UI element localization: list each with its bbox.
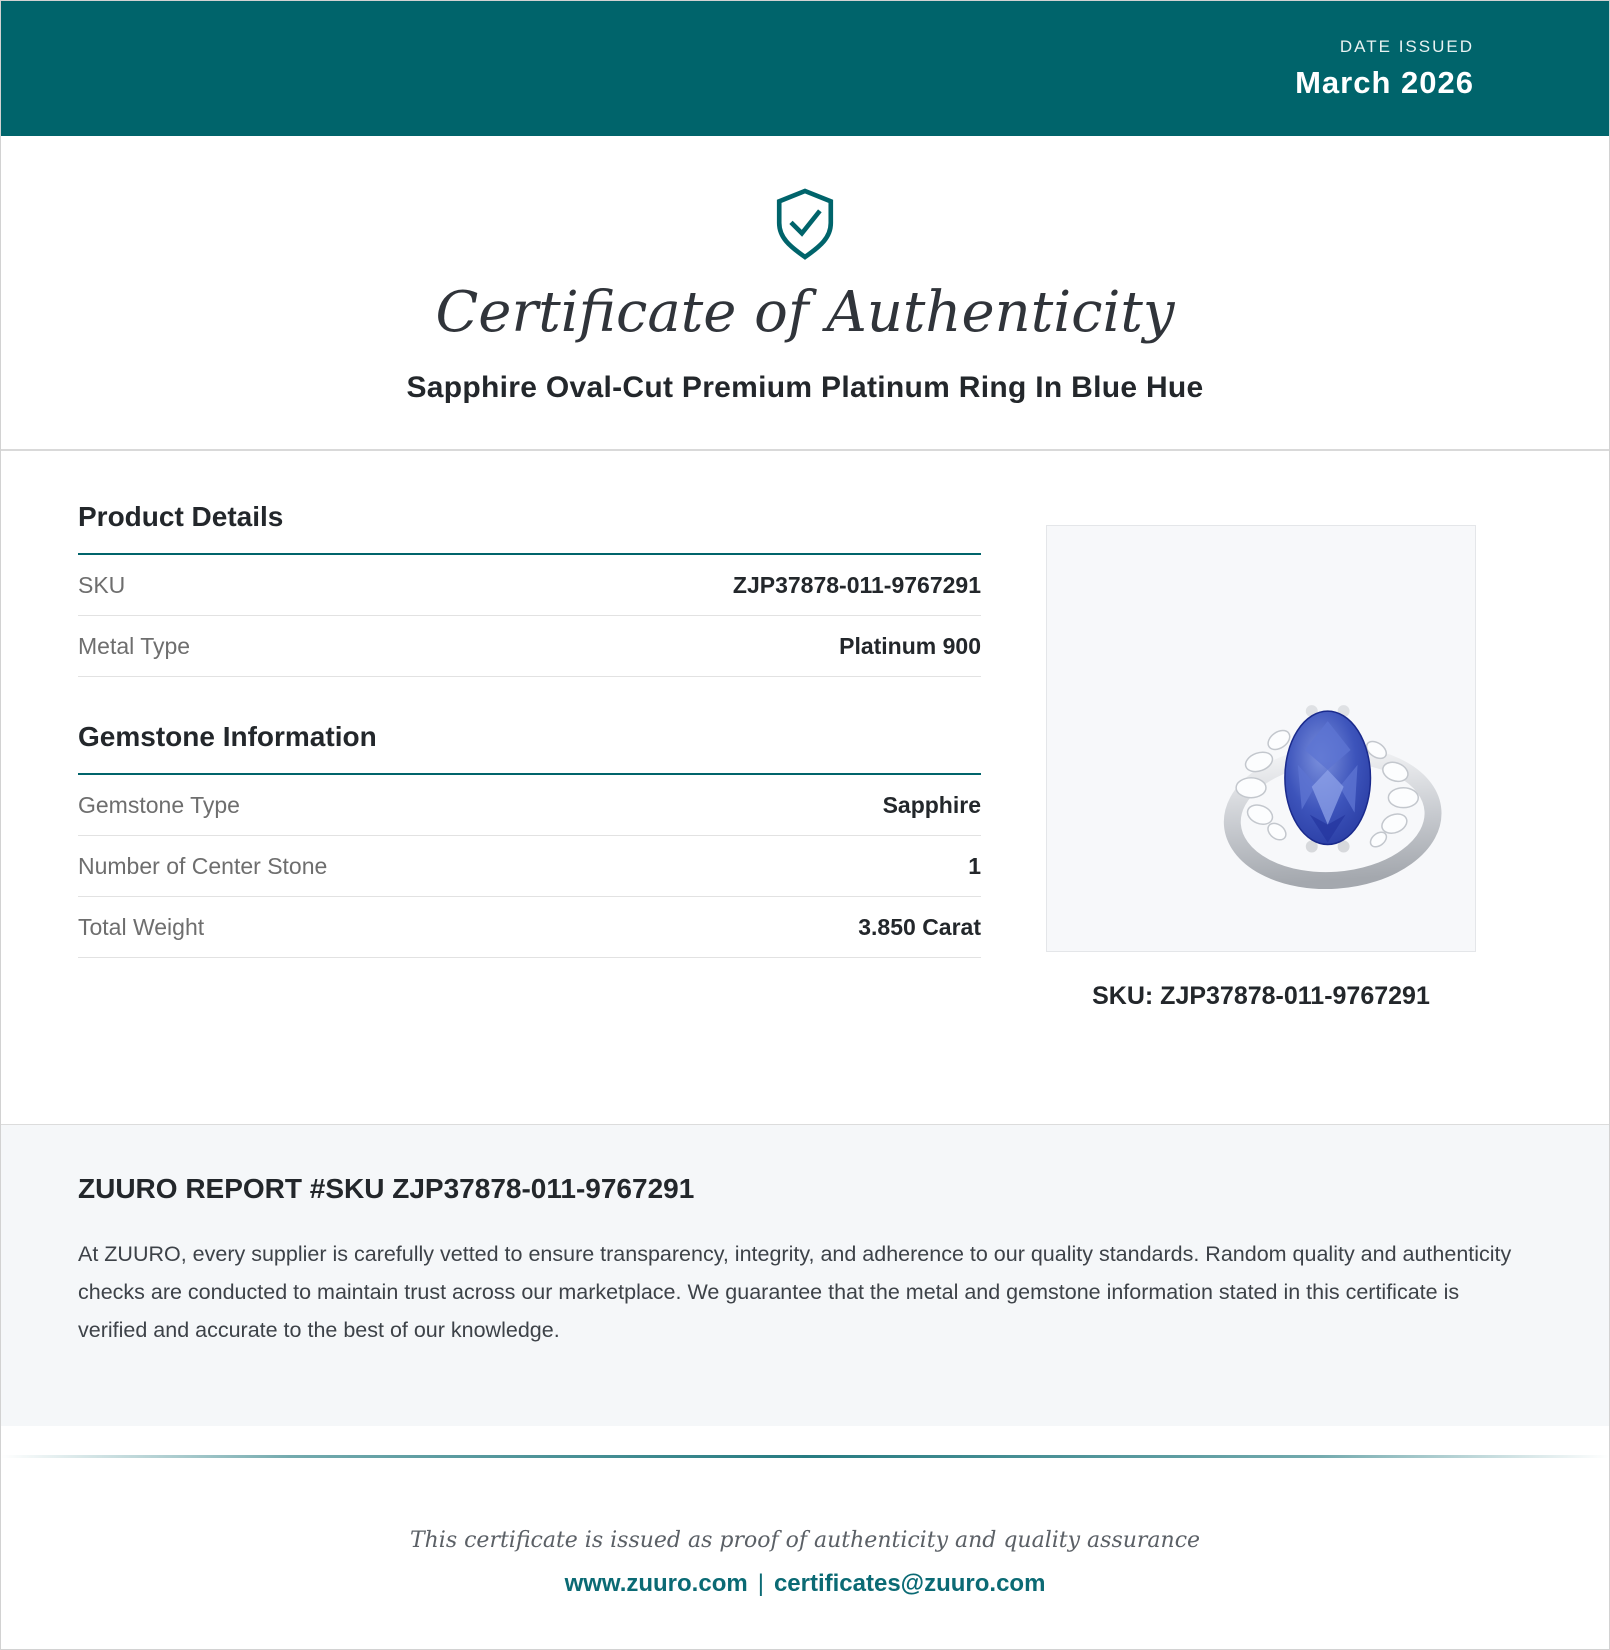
- footer: [1, 1426, 1609, 1649]
- email-link[interactable]: certificates@zuuro.com: [773, 1570, 1046, 1597]
- row-value: Platinum 900: [839, 632, 981, 659]
- gemstone-information-table: [78, 775, 981, 958]
- zuuro-report-section: [1, 1124, 1609, 1426]
- sapphire-ring-illustration: [1047, 526, 1475, 951]
- product-title: Sapphire Oval-Cut Premium Platinum Ring In Blue Hue: [406, 371, 1204, 404]
- date-issued-label: DATE ISSUED: [1339, 36, 1474, 56]
- row-value: 3.850 Carat: [858, 913, 981, 940]
- row-value: Sapphire: [882, 791, 981, 818]
- details-column: [78, 501, 981, 1124]
- row-label: Metal Type: [78, 632, 191, 659]
- details-area: [1, 451, 1609, 1124]
- table-row: [78, 555, 981, 616]
- title-section: [1, 136, 1609, 451]
- table-row: [78, 836, 981, 897]
- product-details-heading: Product Details: [78, 501, 981, 555]
- date-issued-value: March 2026: [1295, 64, 1474, 100]
- certificate-title: Certificate of Authenticity: [435, 280, 1175, 345]
- footer-contact: [565, 1570, 1046, 1598]
- product-photo: [1046, 525, 1476, 952]
- website-link[interactable]: www.zuuro.com: [564, 1570, 748, 1597]
- report-heading: ZUURO REPORT #SKU ZJP37878-011-9767291: [78, 1173, 695, 1204]
- gemstone-information-heading: Gemstone Information: [78, 721, 981, 775]
- row-value: ZJP37878-011-9767291: [732, 571, 981, 598]
- table-row: [78, 897, 981, 958]
- row-label: Gemstone Type: [78, 791, 240, 818]
- report-body-text: At ZUURO, every supplier is carefully vetted to ensure transparency, integrity, and adherence to our quality standards. Random quality and authenticity checks are conducted to maintain trust across our marketplace. We guarantee that the metal and gemstone information stated in this certificate is verified and accurate to the best of our knowledge.: [78, 1242, 1512, 1342]
- row-label: Number of Center Stone: [78, 852, 328, 879]
- footer-note: This certificate is issued as proof of authenticity and quality assurance: [409, 1528, 1201, 1553]
- row-label: SKU: [78, 571, 126, 598]
- contact-separator: |: [757, 1570, 764, 1597]
- table-row: [78, 616, 981, 677]
- footer-divider: [1, 1455, 1609, 1458]
- row-label: Total Weight: [78, 913, 205, 940]
- product-details-table: [78, 555, 981, 677]
- date-issued-banner: [1, 1, 1609, 136]
- shield-check-icon: [772, 186, 838, 262]
- row-value: 1: [968, 852, 981, 879]
- image-sku-caption: SKU: ZJP37878-011-9767291: [1092, 982, 1430, 1010]
- product-image-column: [1046, 525, 1476, 1124]
- table-row: [78, 775, 981, 836]
